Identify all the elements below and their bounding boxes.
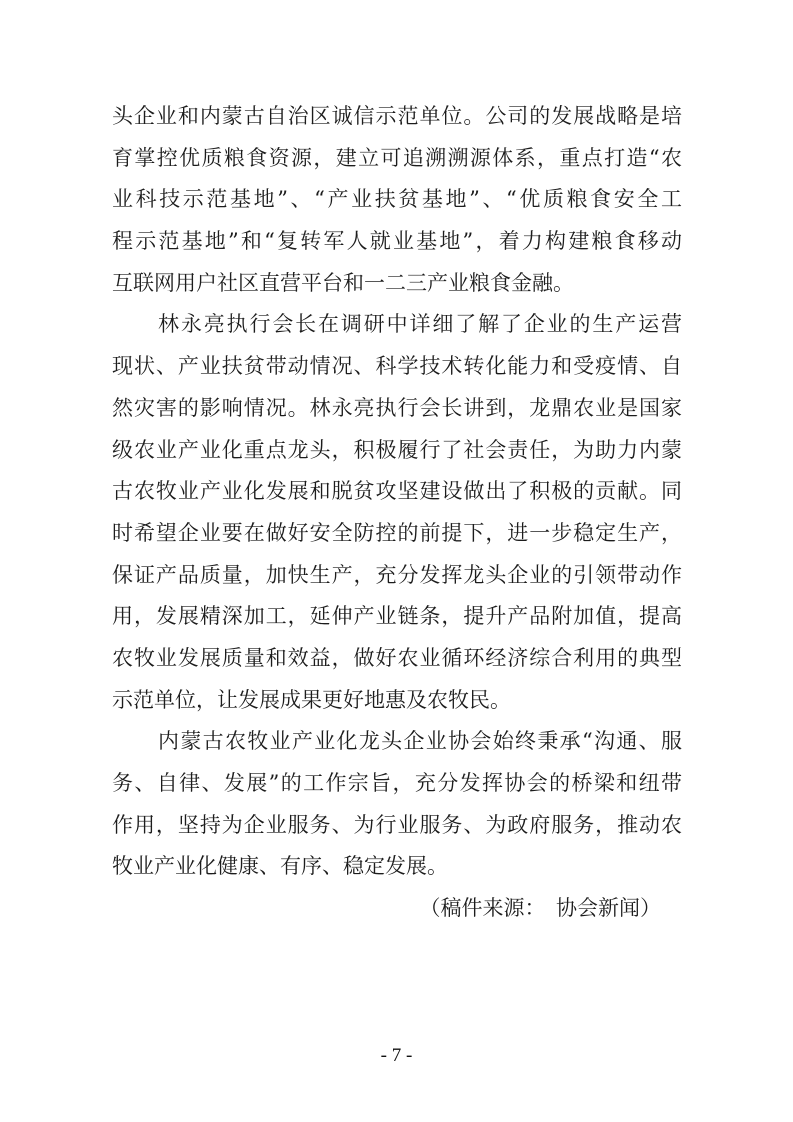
text-line: 业科技示范基地”、“产业扶贫基地”、“优质粮食安全工 <box>112 187 682 212</box>
text-line: 古农牧业产业化发展和脱贫攻坚建设做出了积极的贡献。同 <box>112 479 682 504</box>
text-line: 农牧业发展质量和效益，做好农业循环经济综合利用的典型 <box>112 645 682 670</box>
text-line: 程示范基地”和“复转军人就业基地”，着力构建粮食移动 <box>112 229 682 254</box>
text-line: 林永亮执行会长在调研中详细了解了企业的生产运营 <box>158 312 682 337</box>
text-line: 用，发展精深加工，延伸产业链条，提升产品附加值，提高 <box>112 604 682 629</box>
text-line: 互联网用户社区直营平台和一二三产业粮食金融。 <box>112 270 574 295</box>
text-line: 示范单位，让发展成果更好地惠及农牧民。 <box>112 687 511 712</box>
text-line: 头企业和内蒙古自治区诚信示范单位。公司的发展战略是培 <box>112 104 682 128</box>
body-text <box>112 96 682 930</box>
text-line: 牧业产业化健康、有序、稳定发展。 <box>112 854 448 879</box>
text-line: 然灾害的影响情况。林永亮执行会长讲到，龙鼎农业是国家 <box>112 395 682 420</box>
text-line: 作用，坚持为企业服务、为行业服务、为政府服务，推动农 <box>112 812 682 837</box>
text-line: 育掌控优质粮食资源，建立可追溯溯源体系，重点打造“农 <box>112 145 682 170</box>
text-line: 现状、产业扶贫带动情况、科学技术转化能力和受疫情、自 <box>112 354 682 379</box>
text-line: 时希望企业要在做好安全防控的前提下，进一步稳定生产， <box>112 520 682 545</box>
text-line: 内蒙古农牧业产业化龙头企业协会始终秉承“沟通、服 <box>158 729 682 754</box>
attribution-line: （稿件来源： 协会新闻） <box>419 896 661 921</box>
text-line: 保证产品质量，加快生产，充分发挥龙头企业的引领带动作 <box>112 562 682 587</box>
page-number: - 7 - <box>380 1045 413 1066</box>
text-line: 务、自律、发展”的工作宗旨，充分发挥协会的桥梁和纽带 <box>112 771 682 795</box>
text-line: 级农业产业化重点龙头，积极履行了社会责任，为助力内蒙 <box>112 437 682 462</box>
